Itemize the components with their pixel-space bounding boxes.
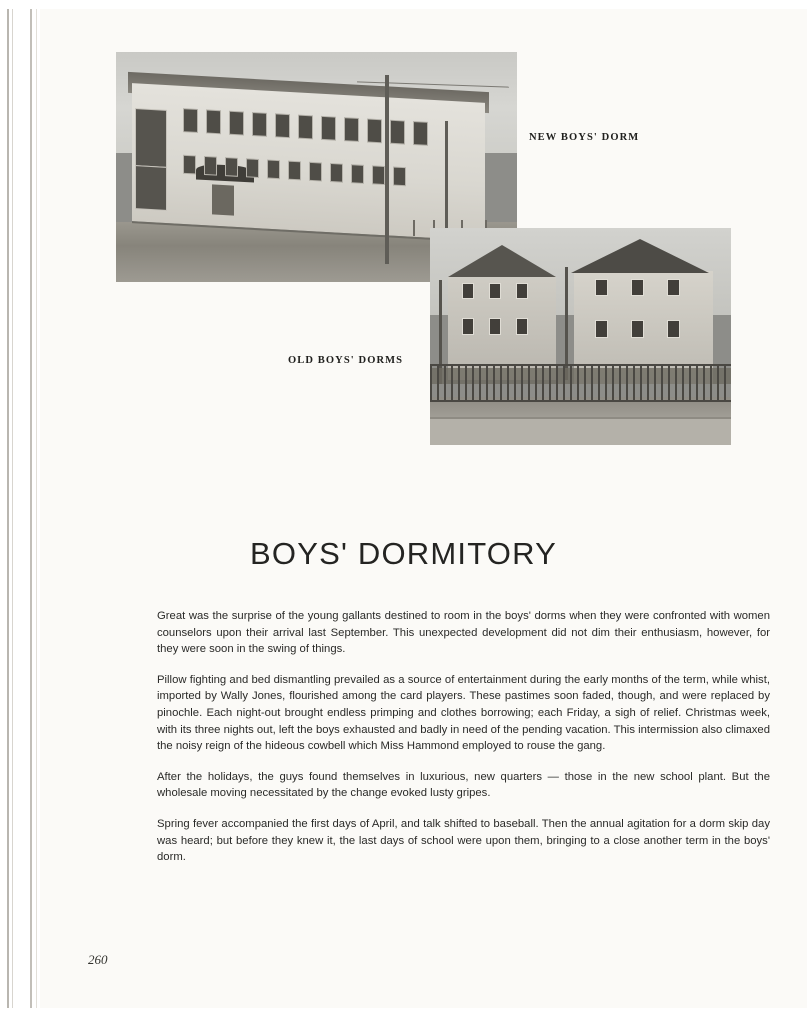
utility-pole xyxy=(385,75,389,264)
scan-artifact-line xyxy=(36,0,37,1014)
page-number: 260 xyxy=(88,952,108,967)
gable-roof xyxy=(571,239,709,273)
iron-fence xyxy=(430,364,731,402)
scan-bottom-margin xyxy=(0,1008,807,1014)
scan-left-margin xyxy=(0,0,40,1014)
window-large xyxy=(136,166,166,210)
article-body xyxy=(157,608,770,866)
entrance-door xyxy=(212,185,234,216)
scan-artifact-line xyxy=(12,0,13,1014)
new-boys-dorm-caption: NEW BOYS' DORM xyxy=(529,132,640,143)
window-large xyxy=(136,109,166,167)
gable-roof xyxy=(448,245,556,277)
scan-top-margin xyxy=(0,0,807,9)
paragraph: Pillow fighting and bed dismantling prevailed as a source of entertainment during the early months of the term, while whist, imported by Wally Jones, flourished among the card players. These pastimes soon faded, though, and were replaced by pinochle. Each night-out brought endless primping and clothes borrowing; each Friday, a sigh of relief. Christmas week, with its three nights out, left the boys exhausted and badly in need of the pending vacation. This intermission also climaxed the noisy reign of the hideous cowbell which Miss Hammond employed to rouse the gang. xyxy=(157,673,770,753)
page-title: BOYS' DORMITORY xyxy=(250,535,557,571)
old-boys-dorms-caption: OLD BOYS' DORMS xyxy=(288,355,404,366)
paragraph: Great was the surprise of the young gallants destined to room in the boys' dorms when they were confronted with women counselors upon their arrival last September. This unexpected development did not dim their enthusiasm, however, for they were soon in the swing of things. xyxy=(157,610,770,656)
scan-artifact-line xyxy=(30,0,32,1014)
scan-artifact-line xyxy=(7,0,9,1014)
paragraph: After the holidays, the guys found themselves in luxurious, new quarters — those in the new school plant. But the wholesale moving necessitated by the change evoked lusty gripes. xyxy=(157,770,770,800)
paragraph: Spring fever accompanied the first days of April, and talk shifted to baseball. Then the annual agitation for a dorm skip day was heard; but before they knew it, the last days of school were upon them, bringing to a close another term in the boys' dorm. xyxy=(157,817,770,864)
old-boys-dorms-photo xyxy=(430,228,731,445)
street xyxy=(430,417,731,445)
